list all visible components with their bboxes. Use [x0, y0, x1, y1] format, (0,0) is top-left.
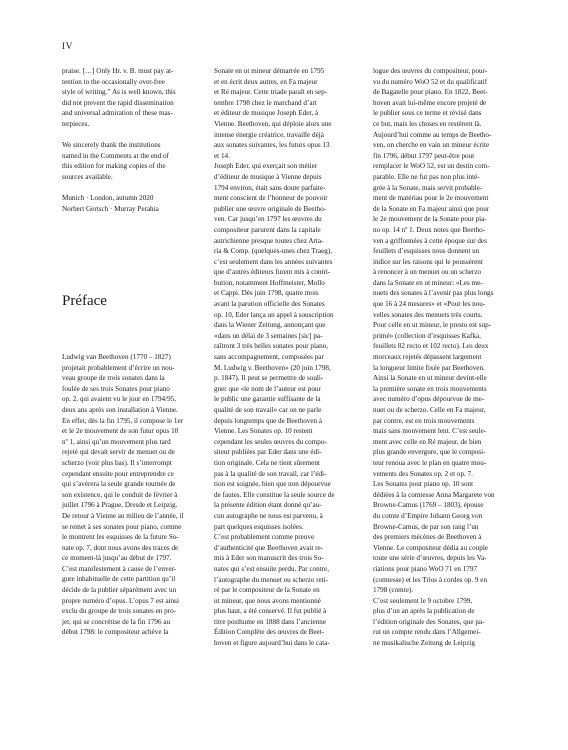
text-line: hoven et figure aujourd’hui dans le cata-: [214, 639, 330, 648]
text-line: dans la Sonate en ut mineur: «Les me-: [373, 278, 483, 287]
column-3: [373, 66, 505, 649]
text-line: and universal admiration of these mas-: [62, 109, 173, 118]
text-line: bution, notamment Hoffmeister, Mollo: [214, 278, 325, 287]
column-1-top: [62, 66, 188, 214]
text-line: remplacer le WoO 52, est un destin com-: [373, 162, 490, 171]
text-line: teur renoua avec le plan en quatre mou-: [373, 458, 487, 467]
text-line: gner que «le nom de l’auteur est pour: [214, 384, 321, 393]
text-line: Joseph Eder, qui exerçait son métier: [214, 162, 318, 171]
text-line: nate op. 7, dont nous avons des traces de: [62, 543, 179, 552]
text-line: C’est probablement comme preuve: [214, 533, 315, 542]
text-line: que 16 à 24 mesures» et «Pour les nou-: [373, 300, 486, 309]
text-line: rut un compte rendu dans l’Allgemei-: [373, 628, 481, 637]
text-line: se remet à ses sonates pour piano, comme: [62, 522, 182, 531]
text-line: 1794 environ, était sans doute parfaite-: [214, 183, 326, 192]
text-line: op. 10, Eder lança un appel à souscription: [214, 310, 334, 319]
text-line: début 1798: le compositeur achève la: [62, 628, 169, 637]
text-line: ne musikalische Zeitung de Leipzig: [373, 639, 475, 648]
text-line: indice sur les raisons qui le poussèrent: [373, 257, 483, 266]
text-line: primé» (collection d’esquisses Kafka,: [373, 331, 481, 340]
text-line: Browne-Camus (1769 – 1803), épouse: [373, 501, 484, 510]
text-line: le public une garantie suffisante de la: [214, 395, 321, 404]
text-line: sources available.: [62, 172, 113, 181]
text-line: C’est seulement le 9 octobre 1799,: [373, 596, 473, 605]
text-line: Munich · London, autumn 2020: [62, 194, 154, 203]
text-line: sans accompagnement, composées par: [214, 353, 324, 362]
text-line: et éditeur de musique Joseph Eder, à: [214, 109, 319, 118]
page-number: IV: [62, 42, 74, 52]
text-line: this edition for making copies of the: [62, 162, 166, 171]
text-line: logue des œuvres du compositeur, pour-: [373, 67, 488, 75]
text-line: depuis longtemps que de Beethoven à: [214, 416, 323, 425]
text-line: de Bagatelle pour piano. En 1822, Beet-: [373, 88, 488, 97]
text-line: tention to the occasionally over-free: [62, 77, 165, 86]
text-line: ce moment-là jusqu’au début de 1797.: [62, 554, 172, 563]
text-line: op. 2, qui avaient vu le jour en 1794/95,: [62, 395, 177, 404]
text-line: ven, on cherche en vain un mineur écrite: [373, 141, 490, 150]
text-line: avec numéro d’opus dépourvue de me-: [373, 395, 485, 404]
text-line: autrichienne presque toutes chez Arta-: [214, 236, 324, 245]
text-line: ce but, mais les choses en restèrent là.: [373, 119, 482, 128]
text-line: tion est soignée, bien que non dépourvue: [214, 480, 331, 489]
text-line: l’édition originale des Sonates, que pa-: [373, 617, 485, 626]
text-line: grée à la Sonate, mais servit probable-: [373, 183, 483, 192]
text-line: ment de matériau pour le 2e mouvement: [373, 194, 489, 203]
text-line: du comte d’Empire Johann Georg von: [373, 511, 483, 520]
text-line: morceaux rejetés dépassent largement: [373, 353, 482, 362]
text-line: Vienne. Le compositeur dédia au couple: [373, 543, 488, 552]
text-line: deux ans après son installation à Vienne.: [62, 405, 178, 414]
text-line: nuet ou de scherzo. Celle en Fa majeur,: [373, 406, 486, 414]
text-line: plus haut, a été conservé. Il fut publié à: [214, 607, 327, 616]
text-line: et 14.: [214, 151, 230, 160]
text-line: Vienne. Beethoven, qui déploie alors une: [214, 119, 332, 128]
text-line: propre numéro d’opus. L’opus 7 est ainsi: [62, 596, 179, 605]
text-line: [62, 130, 188, 141]
text-line: ré par le compositeur de la Sonate en: [214, 586, 320, 595]
text-line: intense énergie créatrice, travaille déjà: [214, 130, 324, 139]
text-line: des premiers mécènes de Beethoven à: [373, 533, 482, 542]
text-line: dans la Wiener Zeitung, annonçant que: [214, 321, 326, 330]
text-line: feuillets d’esquisses nous donnent un: [373, 247, 480, 256]
text-line: nates qui s’est ensuite perdu. Par contre,: [214, 564, 330, 573]
text-line: aux sonates suivantes, les futurs opus 13: [214, 141, 330, 150]
text-line: de la Sonate en Fa majeur ainsi que pour: [373, 204, 490, 213]
text-line: la première sonate en trois mouvements: [373, 384, 487, 393]
text-line: plus grande envergure, que le composi-: [373, 448, 486, 457]
text-line: feuillets 82 recto et 102 recto). Les deux: [373, 342, 489, 351]
text-line: gure inhabituelle de cette partition qu’il: [62, 575, 176, 584]
text-line: Browne-Camus, de par son rang l’un: [373, 522, 479, 531]
text-line: qualité de son travail» car on ne parle: [214, 406, 322, 414]
text-line: juillet 1796 à Prague, Dresde et Leipzig.: [62, 501, 178, 510]
text-line: did not prevent the rapid dissemination: [62, 98, 174, 107]
text-line: De retour à Vienne au milieu de l’année, il: [62, 511, 184, 520]
column-1-body: [62, 352, 183, 638]
text-line: et le 2e mouvement de son futur opus 10: [62, 427, 179, 436]
text-line: nuets des sonates à l’avenir pas plus longs: [373, 289, 494, 298]
text-line: terpieces.: [62, 119, 90, 128]
text-line: jet, qui se concrétise de la fin 1796 au: [62, 617, 171, 626]
text-line: pas à la qualité de son travail, car l’édi-: [214, 469, 327, 478]
text-line: titre posthume en 1888 dans l’ancienne: [214, 617, 327, 626]
text-line: Ludwig van Beethoven (1770 – 1827): [62, 353, 171, 361]
text-line: le montrent les esquisses de la future So-: [62, 533, 179, 542]
text-line: (comtesse) et les Trios à cordes op. 9 en: [373, 575, 488, 584]
text-line: no op. 14 nº 1. Deux notes que Beetho-: [373, 225, 486, 234]
text-line: décide de la publier séparément avec un: [62, 586, 177, 595]
text-line: ment conscient de l’honneur de pouvoir: [214, 194, 328, 203]
text-line: «dans un délai de 3 semaines [sic] pa-: [214, 331, 323, 340]
section-heading: Préface: [62, 293, 107, 309]
text-line: hoven avait lui-même encore projeté de: [373, 98, 487, 107]
text-line: veau groupe de trois sonates dans la: [62, 374, 165, 383]
text-line: ment avec celle en Ré majeur, de bien: [373, 437, 482, 446]
text-line: part quelques esquisses isolées.: [214, 522, 304, 531]
text-line: la longueur limite fixée par Beethoven.: [373, 363, 485, 372]
text-line: ut mineur, que nous avons mentionné: [214, 596, 321, 605]
text-line: le publier sous ce terme et révisé dans: [373, 109, 482, 118]
text-line: vu du numéro WoO 52 et du qualificatif: [373, 77, 488, 86]
text-line: exclu du groupe de trois sonates en pro-: [62, 607, 177, 616]
text-line: nº 1, ainsi qu’un mouvement plus tard: [62, 437, 171, 446]
text-line: par contre, est en trois mouvements: [373, 416, 475, 425]
text-line: et Cappi. Dès juin 1798, quatre mois: [214, 289, 319, 298]
text-line: vements des Sonates op. 2 et op. 7.: [373, 469, 473, 478]
text-line: Norbert Gertsch · Murray Perahia: [62, 204, 159, 213]
text-line: et Ré majeur. Cette triade paraît en sep-: [214, 88, 328, 97]
text-line: cependant les seules œuvres du compo-: [214, 437, 327, 446]
text-line: rejeté qui devait servir de menuet ou de: [62, 448, 175, 457]
text-line: c’est seulement dans les années suivantes: [214, 257, 333, 266]
text-line: publier une œuvre originale de Beetho-: [214, 204, 327, 213]
text-line: riations pour piano WoO 71 en 1797: [373, 564, 478, 573]
text-line: M. Ludwig v. Beethoven» (20 juin 1798,: [214, 363, 331, 372]
text-line: 1798 (comte).: [373, 586, 414, 595]
text-line: la présente édition étant donné qu’au-: [214, 501, 322, 510]
text-line: de fautes. Elle constitue la seule source de: [214, 490, 335, 499]
text-line: Les Sonates pour piano op. 10 sont: [373, 480, 474, 489]
text-line: praise. […] Only Hr. v. B. must pay at-: [62, 67, 174, 75]
text-line: tion originale. Cela ne tient sûrement: [214, 458, 320, 467]
text-line: C’est manifestement à cause de l’enver-: [62, 564, 177, 573]
text-line: à renoncer à un menuet ou un scherzo: [373, 268, 482, 277]
text-line: Édition Complète des œuvres de Beet-: [214, 628, 325, 637]
text-line: p. 1847). Il peut se permettre de souli-: [214, 374, 324, 383]
text-line: compositeur parurent dans la capitale: [214, 225, 321, 234]
column-2: [214, 66, 344, 649]
text-line: son existence, qui le conduit de février à: [62, 490, 178, 499]
text-line: cependant ensuite pour entreprendre ce: [62, 469, 174, 478]
text-line: avant la parution officielle des Sonates: [214, 300, 325, 309]
text-line: que d’autres éditeurs furent mis à contri-: [214, 268, 331, 277]
text-line: velles sonates des menuets très courts.: [373, 310, 483, 319]
text-line: We sincerely thank the institutions: [62, 141, 161, 150]
text-line: mis à Eder son manuscrit des trois So-: [214, 554, 324, 563]
text-line: projetait probablement d’écrire un nou-: [62, 363, 175, 372]
text-line: [62, 183, 188, 194]
text-line: En effet, dès la fin 1795, il compose le 1er: [62, 416, 184, 425]
text-line: Sonate en ut mineur démarrée en 1795: [214, 67, 325, 75]
text-line: toute une série d’œuvres, depuis les Va-: [373, 554, 487, 563]
text-line: cun autographe ne nous est parvenu, à: [214, 511, 323, 520]
text-line: ven a griffonnées à cette époque sur des: [373, 236, 487, 245]
text-line: fin 1796, début 1797 peut-être pour: [373, 151, 475, 160]
text-line: foulée de ses trois Sonates pour piano: [62, 384, 170, 393]
text-line: raîtront 3 très belles sonates pour piano,: [214, 342, 329, 351]
text-line: le 2e mouvement de la Sonate pour pia-: [373, 215, 487, 224]
text-line: Ainsi la Sonate en ut mineur devint-elle: [373, 374, 487, 383]
text-line: Aujourd’hui comme au temps de Beetho-: [373, 130, 492, 139]
text-line: Vienne. Les Sonates op. 10 restent: [214, 427, 313, 436]
text-line: d’éditeur de musique à Vienne depuis: [214, 172, 322, 181]
text-line: siteur publiées par Eder dans une édi-: [214, 448, 322, 457]
text-line: named in the Comments at the end of: [62, 151, 169, 160]
text-line: Pour celle en ut mineur, le presto est sup-: [373, 321, 492, 330]
text-line: dédiées à la comtesse Anna Margarete von: [373, 490, 495, 499]
text-line: mais sans mouvement lent. C’est seule-: [373, 427, 487, 436]
text-line: style of writing.” As is well known, this: [62, 88, 176, 97]
text-line: parable. Elle ne fut pas non plus inté-: [373, 172, 480, 181]
text-line: ven. Car jusqu’en 1797 les œuvres du: [214, 215, 322, 224]
text-line: tembre 1798 chez le marchand d’art: [214, 98, 317, 107]
text-line: ria & Comp. (quelques-unes chez Traeg),: [214, 247, 332, 256]
text-line: plus d’un an après la publication de: [373, 607, 475, 616]
text-line: l’autographe du menuet ou scherzo reti-: [214, 575, 329, 584]
text-line: d’authenticité que Beethoven avait re-: [214, 543, 324, 552]
text-line: qui s’avérera la seule grande tournée de: [62, 480, 176, 489]
text-line: et en écrit deux autres, en Fa majeur: [214, 77, 318, 86]
text-line: scherzo (voir plus bas). Il s’interrompt: [62, 458, 172, 467]
